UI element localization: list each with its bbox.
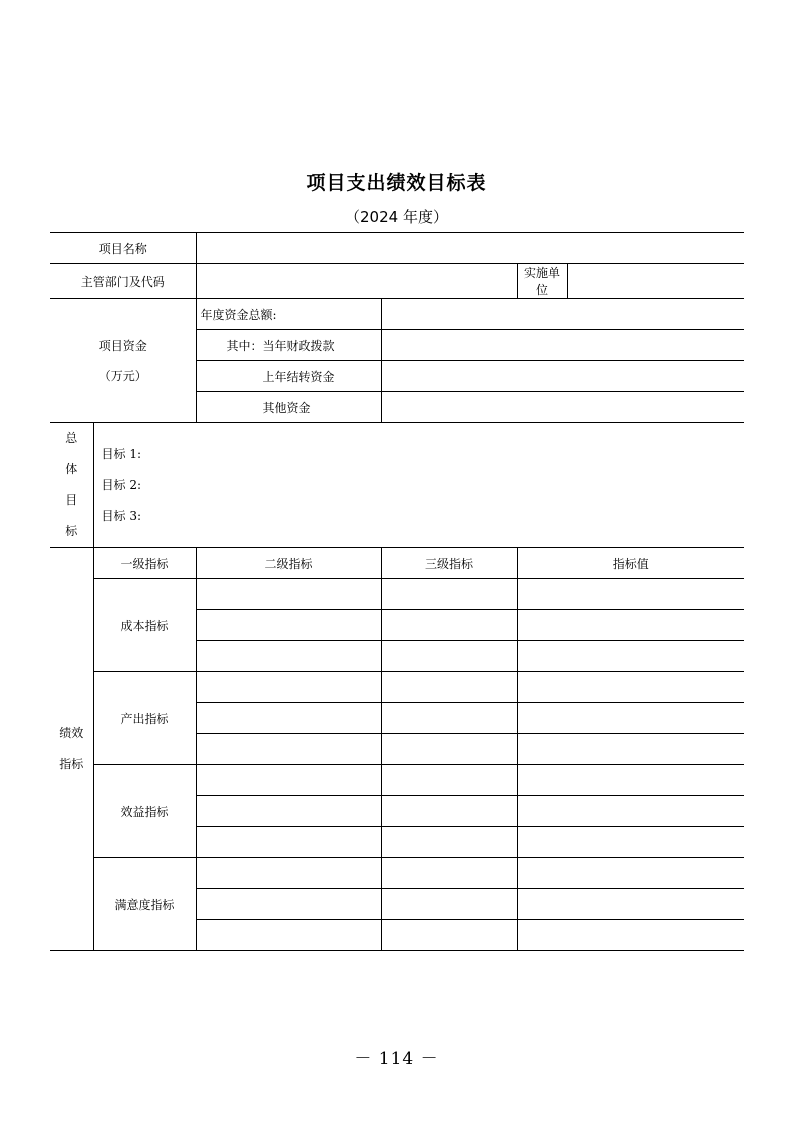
value-cell[interactable] <box>517 579 744 610</box>
level2-cell[interactable] <box>196 610 381 641</box>
level2-cell[interactable] <box>196 827 381 858</box>
indicator-row <box>50 858 744 889</box>
col-value-header: 指标值 <box>517 548 744 579</box>
level3-cell[interactable] <box>381 641 517 672</box>
overall-goal-label: 总 体 目 标 <box>50 423 93 548</box>
dept-code-label: 主管部门及代码 <box>50 264 196 299</box>
level2-cell[interactable] <box>196 703 381 734</box>
goal-1: 目标 1: <box>101 446 141 461</box>
level3-cell[interactable] <box>381 703 517 734</box>
level2-cell[interactable] <box>196 765 381 796</box>
indicator-header-row <box>50 548 744 579</box>
carryover-funds-value[interactable] <box>381 361 744 392</box>
satisfaction-indicator-label: 满意度指标 <box>93 858 196 951</box>
level3-cell[interactable] <box>381 610 517 641</box>
col-level3-header: 三级指标 <box>381 548 517 579</box>
annual-total-label: 年度资金总额: <box>196 299 381 330</box>
overall-goal-content[interactable] <box>93 423 744 548</box>
output-indicator-label: 产出指标 <box>93 672 196 765</box>
project-name-row <box>50 233 744 264</box>
overall-goal-row <box>50 423 744 548</box>
performance-goal-table <box>50 232 744 951</box>
level2-cell[interactable] <box>196 734 381 765</box>
benefit-indicator-label: 效益指标 <box>93 765 196 858</box>
goal-2: 目标 2: <box>101 477 141 492</box>
other-funds-label: 其他资金 <box>196 392 381 423</box>
page-title: 项目支出绩效目标表 <box>306 172 487 194</box>
funds-row-total <box>50 299 744 330</box>
value-cell[interactable] <box>517 672 744 703</box>
project-name-value[interactable] <box>196 233 744 264</box>
goal-3: 目标 3: <box>101 508 141 523</box>
impl-unit-label: 实施单位 <box>517 264 567 299</box>
cost-indicator-label: 成本指标 <box>93 579 196 672</box>
project-funds-label: 项目资金 （万元） <box>50 299 196 423</box>
performance-indicator-label: 绩效 指标 <box>50 548 93 951</box>
page-number: － 114 － <box>354 1049 439 1069</box>
other-funds-value[interactable] <box>381 392 744 423</box>
indicator-row <box>50 765 744 796</box>
value-cell[interactable] <box>517 796 744 827</box>
value-cell[interactable] <box>517 703 744 734</box>
col-level1-header: 一级指标 <box>93 548 196 579</box>
level3-cell[interactable] <box>381 827 517 858</box>
value-cell[interactable] <box>517 610 744 641</box>
dept-row <box>50 264 744 299</box>
value-cell[interactable] <box>517 858 744 889</box>
level3-cell[interactable] <box>381 858 517 889</box>
value-cell[interactable] <box>517 827 744 858</box>
value-cell[interactable] <box>517 734 744 765</box>
annual-total-value[interactable] <box>381 299 744 330</box>
level2-cell[interactable] <box>196 858 381 889</box>
level2-cell[interactable] <box>196 641 381 672</box>
level3-cell[interactable] <box>381 889 517 920</box>
value-cell[interactable] <box>517 765 744 796</box>
level3-cell[interactable] <box>381 796 517 827</box>
level2-cell[interactable] <box>196 920 381 951</box>
dept-code-value[interactable] <box>196 264 517 299</box>
carryover-funds-label: 上年结转资金 <box>196 361 381 392</box>
level3-cell[interactable] <box>381 765 517 796</box>
indicator-row <box>50 579 744 610</box>
level3-cell[interactable] <box>381 920 517 951</box>
level3-cell[interactable] <box>381 579 517 610</box>
level2-cell[interactable] <box>196 889 381 920</box>
indicator-row <box>50 672 744 703</box>
value-cell[interactable] <box>517 641 744 672</box>
fiscal-funds-value[interactable] <box>381 330 744 361</box>
fiscal-funds-label: 其中：当年财政拨款 <box>196 330 381 361</box>
value-cell[interactable] <box>517 889 744 920</box>
level3-cell[interactable] <box>381 672 517 703</box>
level2-cell[interactable] <box>196 672 381 703</box>
value-cell[interactable] <box>517 920 744 951</box>
impl-unit-value[interactable] <box>567 264 744 299</box>
level3-cell[interactable] <box>381 734 517 765</box>
project-name-label: 项目名称 <box>50 233 196 264</box>
col-level2-header: 二级指标 <box>196 548 381 579</box>
page-subtitle: （2024 年度） <box>345 208 448 226</box>
level2-cell[interactable] <box>196 796 381 827</box>
level2-cell[interactable] <box>196 579 381 610</box>
